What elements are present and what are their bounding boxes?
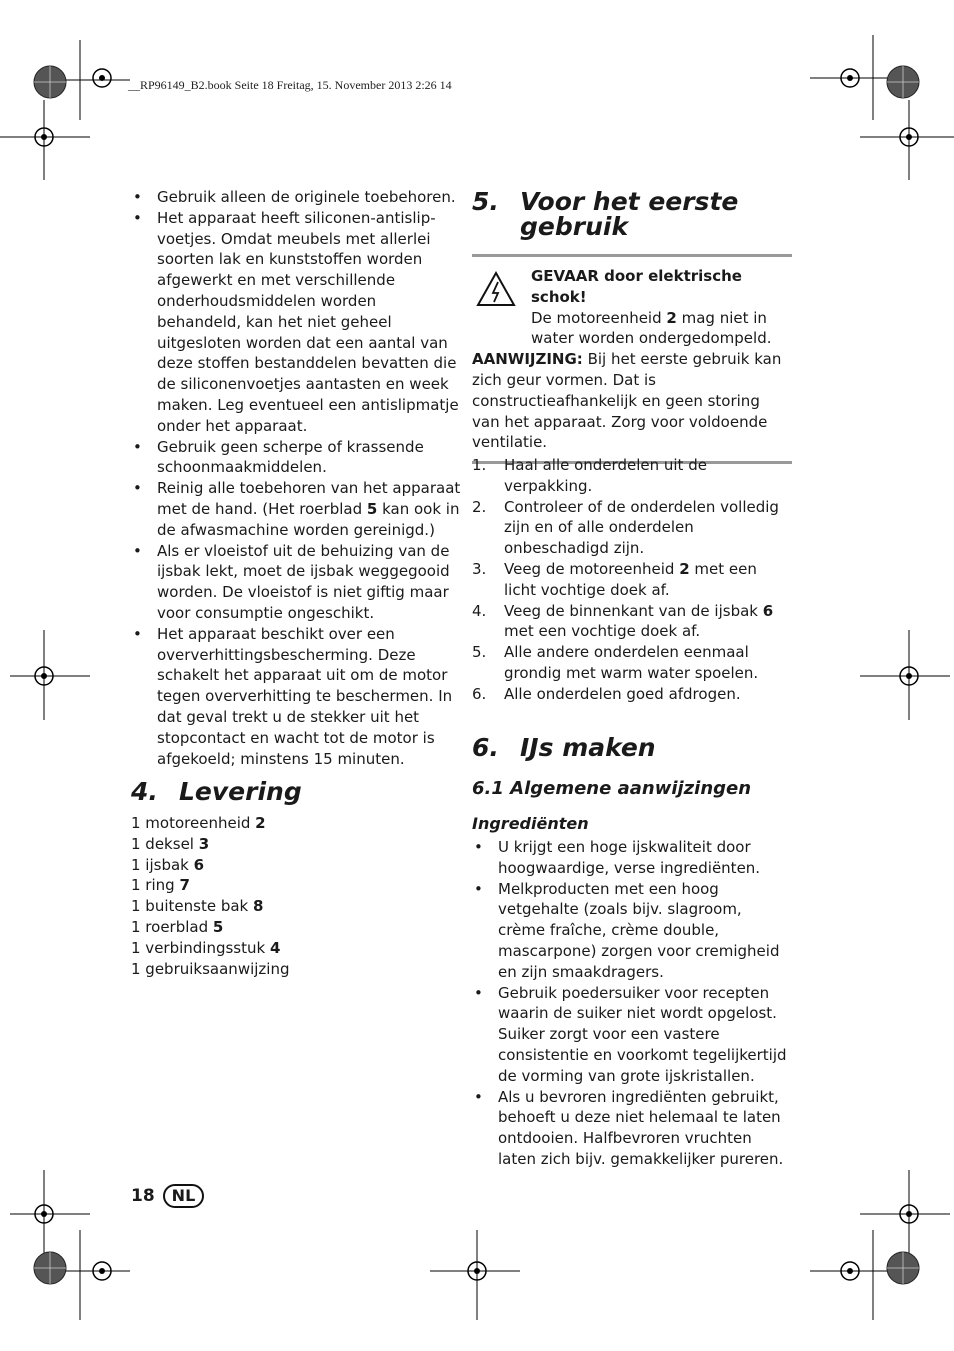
list-item: • Gebruik alleen de originele toebehoren. bbox=[131, 187, 461, 208]
list-item: 1 roerblad 5 bbox=[131, 917, 224, 936]
list-item: 4. Veeg de binnenkant van de ijsbak 6 met een vochtige doek af. bbox=[472, 601, 774, 641]
list-item: • Als u bevroren ingrediënten gebruikt, behoeft u deze niet helemaal te laten ontdooien. Halfbevroren vruchten laten zich bijv. gemakkelijker pureren. bbox=[472, 1087, 792, 1170]
page-footer bbox=[131, 1184, 204, 1208]
warning-text: De motoreenheid 2 mag niet in water worden ondergedompeld. bbox=[531, 308, 772, 348]
list-item: 1 motoreenheid 2 bbox=[131, 814, 266, 832]
list-item: 1. Haal alle onderdelen uit de verpakking. bbox=[472, 456, 707, 495]
warning-title: GEVAAR door elektrische schok! bbox=[531, 267, 742, 306]
list-item: 6. Alle onderdelen goed afdrogen. bbox=[472, 684, 741, 703]
section-4-heading: 4. Levering bbox=[131, 777, 302, 806]
delivery-list bbox=[131, 813, 461, 979]
list-item: 2. Controleer of de onderdelen volledig zijn en of alle onderdelen onbeschadigd zijn. bbox=[472, 497, 779, 558]
list-item: • Het apparaat beschikt over een oververhittingsbescherming. Deze schakelt het apparaat uit om de motor tegen oververhitting te beschermen. In dat geval trekt u de stekker uit het stopcontact en wacht tot de motor is afgekoeld; minstens 15 minuten. bbox=[131, 624, 461, 770]
subsection-6-1-heading: 6.1 Algemene aanwijzingen bbox=[472, 778, 752, 799]
list-item: • Als er vloeistof uit de behuizing van de ijsbak lekt, moet de ijsbak weggegooid worden. De vloeistof is niet giftig maar voor consumptie ongeschikt. bbox=[131, 541, 461, 624]
warning-box bbox=[472, 254, 792, 464]
ingredients-heading: Ingrediënten bbox=[472, 814, 589, 833]
list-item: • Reinig alle toebehoren van het apparaat met de hand. (Het roerblad 5 kan ook in de afwasmachine worden gereinigd.) bbox=[131, 478, 461, 540]
list-item: 1 ijsbak 6 bbox=[131, 855, 205, 874]
list-item: 3. Veeg de motoreenheid 2 met een licht vochtige doek af. bbox=[472, 559, 757, 599]
list-item: 1 buitenste bak 8 bbox=[131, 897, 264, 916]
list-item: 5. Alle andere onderdelen eenmaal grondig met warm water spoelen. bbox=[472, 643, 759, 682]
list-item: • Gebruik poedersuiker voor recepten waarin de suiker niet wordt opgelost. Suiker zorgt voor een vastere consistentie en voorkomt tegelijkertijd de vorming van grote ijskristallen. bbox=[472, 983, 792, 1087]
list-item: 1 ring 7 bbox=[131, 876, 190, 895]
list-item: • Gebruik geen scherpe of krassende schoonmaakmiddelen. bbox=[131, 437, 461, 479]
list-item: 1 gebruiksaanwijzing bbox=[131, 959, 290, 978]
page-number: 18 bbox=[131, 1186, 155, 1206]
list-item: • Melkproducten met een hoog vetgehalte (zoals bijv. slagroom, crème fraîche, crème double, mascarpone) zorgen voor cremigheid en zijn smaakdragers. bbox=[472, 879, 792, 983]
list-item: 1 verbindingsstuk 4 bbox=[131, 938, 281, 957]
list-item: • U krijgt een hoge ijskwaliteit door hoogwaardige, verse ingrediënten. bbox=[472, 837, 792, 879]
note-text: AANWIJZING: Bij het eerste gebruik kan zich geur vormen. Dat is constructieafhankelijk en geen storing van het apparaat. Zorg voor voldoende ventilatie. bbox=[472, 350, 782, 452]
warning-electric-icon bbox=[476, 271, 516, 307]
section-5-heading: 5. Voor het eerste gebruik bbox=[472, 187, 739, 241]
language-badge: NL bbox=[163, 1184, 205, 1208]
first-use-steps bbox=[472, 455, 792, 705]
print-header: __RP96149_B2.book Seite 18 Freitag, 15. November 2013 2:26 14 bbox=[128, 78, 452, 92]
left-column bbox=[131, 187, 461, 769]
ingredients-list bbox=[472, 837, 792, 1170]
section-6-heading: 6. IJs maken bbox=[472, 733, 656, 762]
safety-list bbox=[131, 187, 461, 769]
list-item: • Het apparaat heeft siliconen-antislip-voetjes. Omdat meubels met allerlei soorten lak en kunststoffen worden afgewerkt en met verschillende onderhoudsmiddelen worden behandeld, kan het niet geheel uitgesloten worden dat een aantal van deze stoffen bestanddelen bevatten die de siliconenvoetjes aantasten en week maken. Leg eventueel een antislipmatje onder het apparaat. bbox=[131, 208, 461, 437]
list-item: 1 deksel 3 bbox=[131, 834, 210, 853]
